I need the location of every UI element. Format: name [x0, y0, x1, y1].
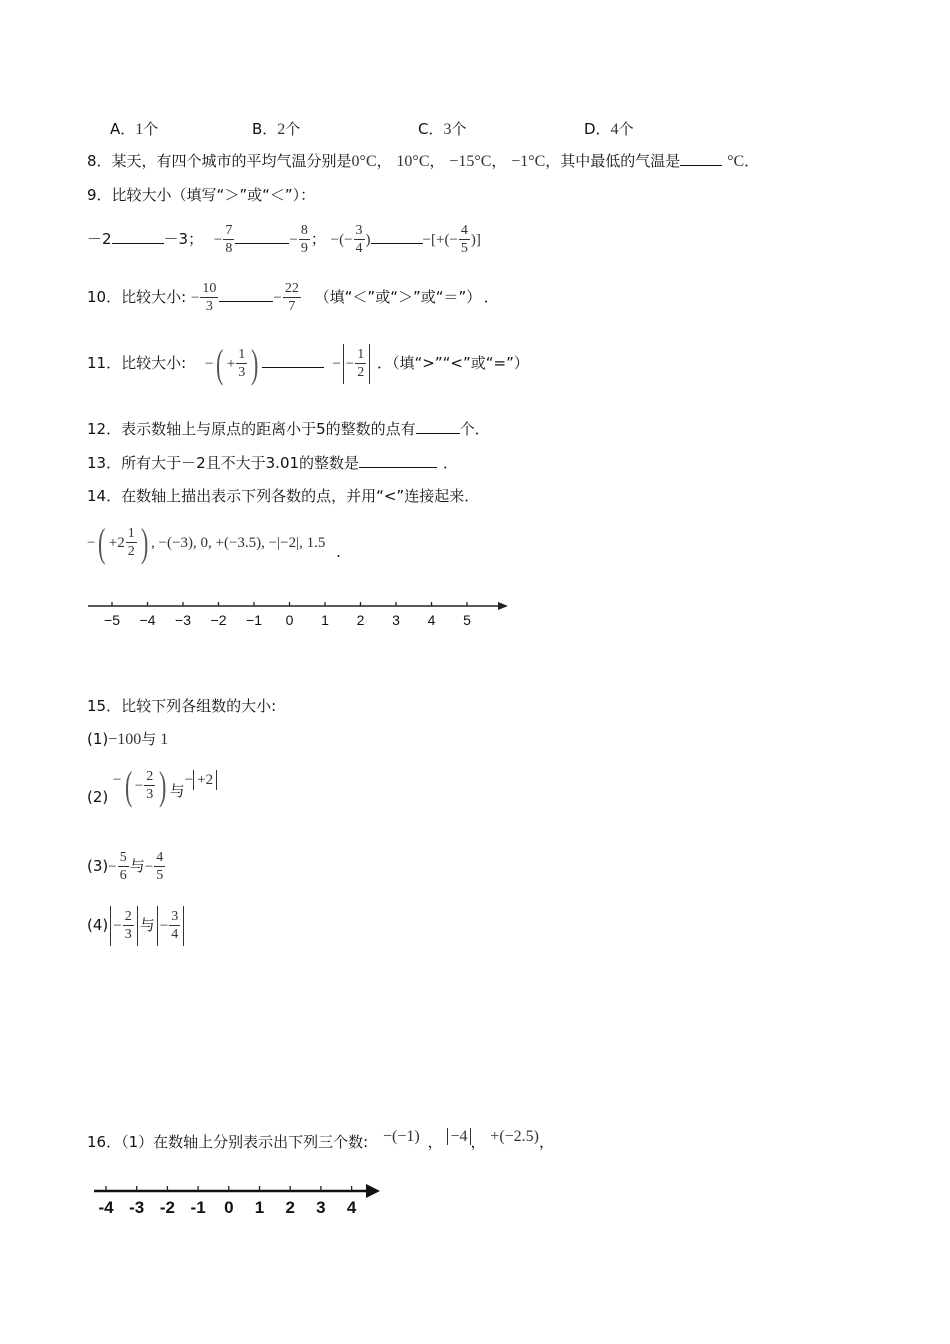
axis-tick-label: 0: [224, 1198, 234, 1217]
option-c: C．3个: [418, 120, 467, 138]
question-8: 8．某天，有四个城市的平均气温分别是0°C， 10°C， −15°C， −1°C，其中最低的气温是 °C．: [87, 152, 760, 170]
question-15-part-4: (4) − $\frac{2}{3}$ 与 − $\frac{3}{4}$: [87, 902, 186, 949]
answer-blank[interactable]: [262, 353, 324, 368]
fraction: $\frac{3}{4}$: [355, 223, 363, 256]
question-15-part-3: (3)− $\frac{5}{6}$ 与− $\frac{4}{5}$: [87, 850, 164, 883]
axis-tick-label: -3: [129, 1198, 145, 1217]
axis-tick-label: 1: [321, 612, 329, 628]
axis-tick-label: -2: [159, 1198, 175, 1217]
question-11: 11．比较大小: −( + $\frac{1}{3}$ ) − − $\frac{1}{2}$ ．（填“>”“<”或“=”）: [87, 340, 529, 386]
question-14-numbers: −( +2 $\frac{1}{2}$ ) , −(−3), 0, +(−3.5), −|−2|, 1.5 .: [87, 519, 341, 565]
fraction: $\frac{1}{2}$: [127, 526, 135, 559]
question-15: 15．比较下列各组数的大小:: [87, 697, 277, 715]
sep: ，: [491, 152, 507, 170]
axis-tick-label: −4: [139, 612, 156, 628]
fraction: $\frac{2}{3}$: [146, 769, 154, 802]
sep: ，: [470, 1133, 486, 1151]
axis-tick-label: 2: [285, 1198, 295, 1217]
axis-tick-label: 2: [356, 612, 365, 628]
axis-tick-label: -1: [190, 1198, 206, 1217]
question-9-title: 9．比较大小（填写“＞”或“＜”）：: [87, 186, 316, 204]
option-a: A．1个: [110, 120, 159, 138]
axis-tick-label: 0: [285, 612, 294, 628]
answer-blank[interactable]: [359, 453, 437, 468]
option-b: B．2个: [252, 120, 301, 138]
axis-tick-label: −3: [175, 612, 191, 628]
fraction: $\frac{8}{9}$: [300, 223, 308, 256]
axis-tick-label: 1: [254, 1198, 265, 1217]
question-15-part-1: (1)−100与 1: [87, 730, 169, 748]
axis-tick-label: 3: [316, 1198, 326, 1217]
answer-blank[interactable]: [112, 229, 164, 244]
sep: ，: [539, 1133, 555, 1151]
axis-arrow: [498, 602, 508, 610]
number-line-2: [92, 1180, 392, 1220]
fraction: $\frac{4}{5}$: [460, 223, 468, 256]
axis-tick-label: 3: [392, 612, 400, 628]
answer-blank[interactable]: [235, 229, 289, 244]
fraction: $\frac{2}{3}$: [124, 909, 132, 942]
axis-tick-label: -4: [98, 1198, 114, 1217]
axis-tick-label: −5: [104, 612, 120, 628]
question-15-part-2: (2) −( − $\frac{2}{3}$ ) 与− +2: [87, 762, 217, 809]
fraction: $\frac{22}{7}$: [284, 281, 299, 314]
number-line-1: [86, 595, 516, 631]
question-13: 13．所有大于－2且不大于3.01的整数是 ．: [87, 454, 459, 472]
fraction: $\frac{10}{3}$: [202, 281, 217, 314]
axis-tick-label: 4: [346, 1198, 357, 1217]
answer-blank[interactable]: [416, 419, 460, 434]
unit-c: 个: [451, 120, 467, 138]
fraction: $\frac{4}{5}$: [156, 850, 164, 883]
axis-tick-label: −2: [210, 612, 227, 628]
answer-blank[interactable]: [219, 287, 273, 302]
question-14: 14．在数轴上描出表示下列各数的点，并用“<”连接起来．: [87, 487, 480, 505]
option-d: D．4个: [584, 120, 634, 138]
axis-arrow: [366, 1184, 380, 1198]
axis-tick-label: 4: [427, 612, 436, 628]
answer-blank[interactable]: [680, 151, 722, 166]
fraction: $\frac{7}{8}$: [225, 223, 233, 256]
axis-tick-label: 5: [463, 612, 471, 628]
unit-d: 个: [618, 120, 634, 138]
fraction: $\frac{3}{4}$: [171, 909, 179, 942]
fraction: $\frac{1}{2}$: [357, 347, 365, 380]
question-9-items: －2 －3； − $\frac{7}{8}$ − $\frac{8}{9}$ ； −(− $\frac{3}{4}$ ) −[+(− $\frac{4}{5}$ )]: [87, 223, 481, 256]
question-16: 16．（1）在数轴上分别表示出下列三个数: −(−1) ， −4 ， +(−2.5)，: [87, 1128, 555, 1151]
question-12: 12．表示数轴上与原点的距离小于5的整数的点有 个．: [87, 420, 490, 438]
unit-b: 个: [285, 120, 301, 138]
fraction: $\frac{5}{6}$: [119, 850, 127, 883]
axis-tick-label: −1: [246, 612, 262, 628]
fraction: $\frac{1}{3}$: [238, 347, 246, 380]
answer-blank[interactable]: [371, 229, 423, 244]
sep: ，: [429, 152, 445, 170]
question-10: 10．比较大小: − $\frac{10}{3}$ − $\frac{22}{7}$ （填“＜”或“＞”或“＝”） ．: [87, 281, 499, 314]
